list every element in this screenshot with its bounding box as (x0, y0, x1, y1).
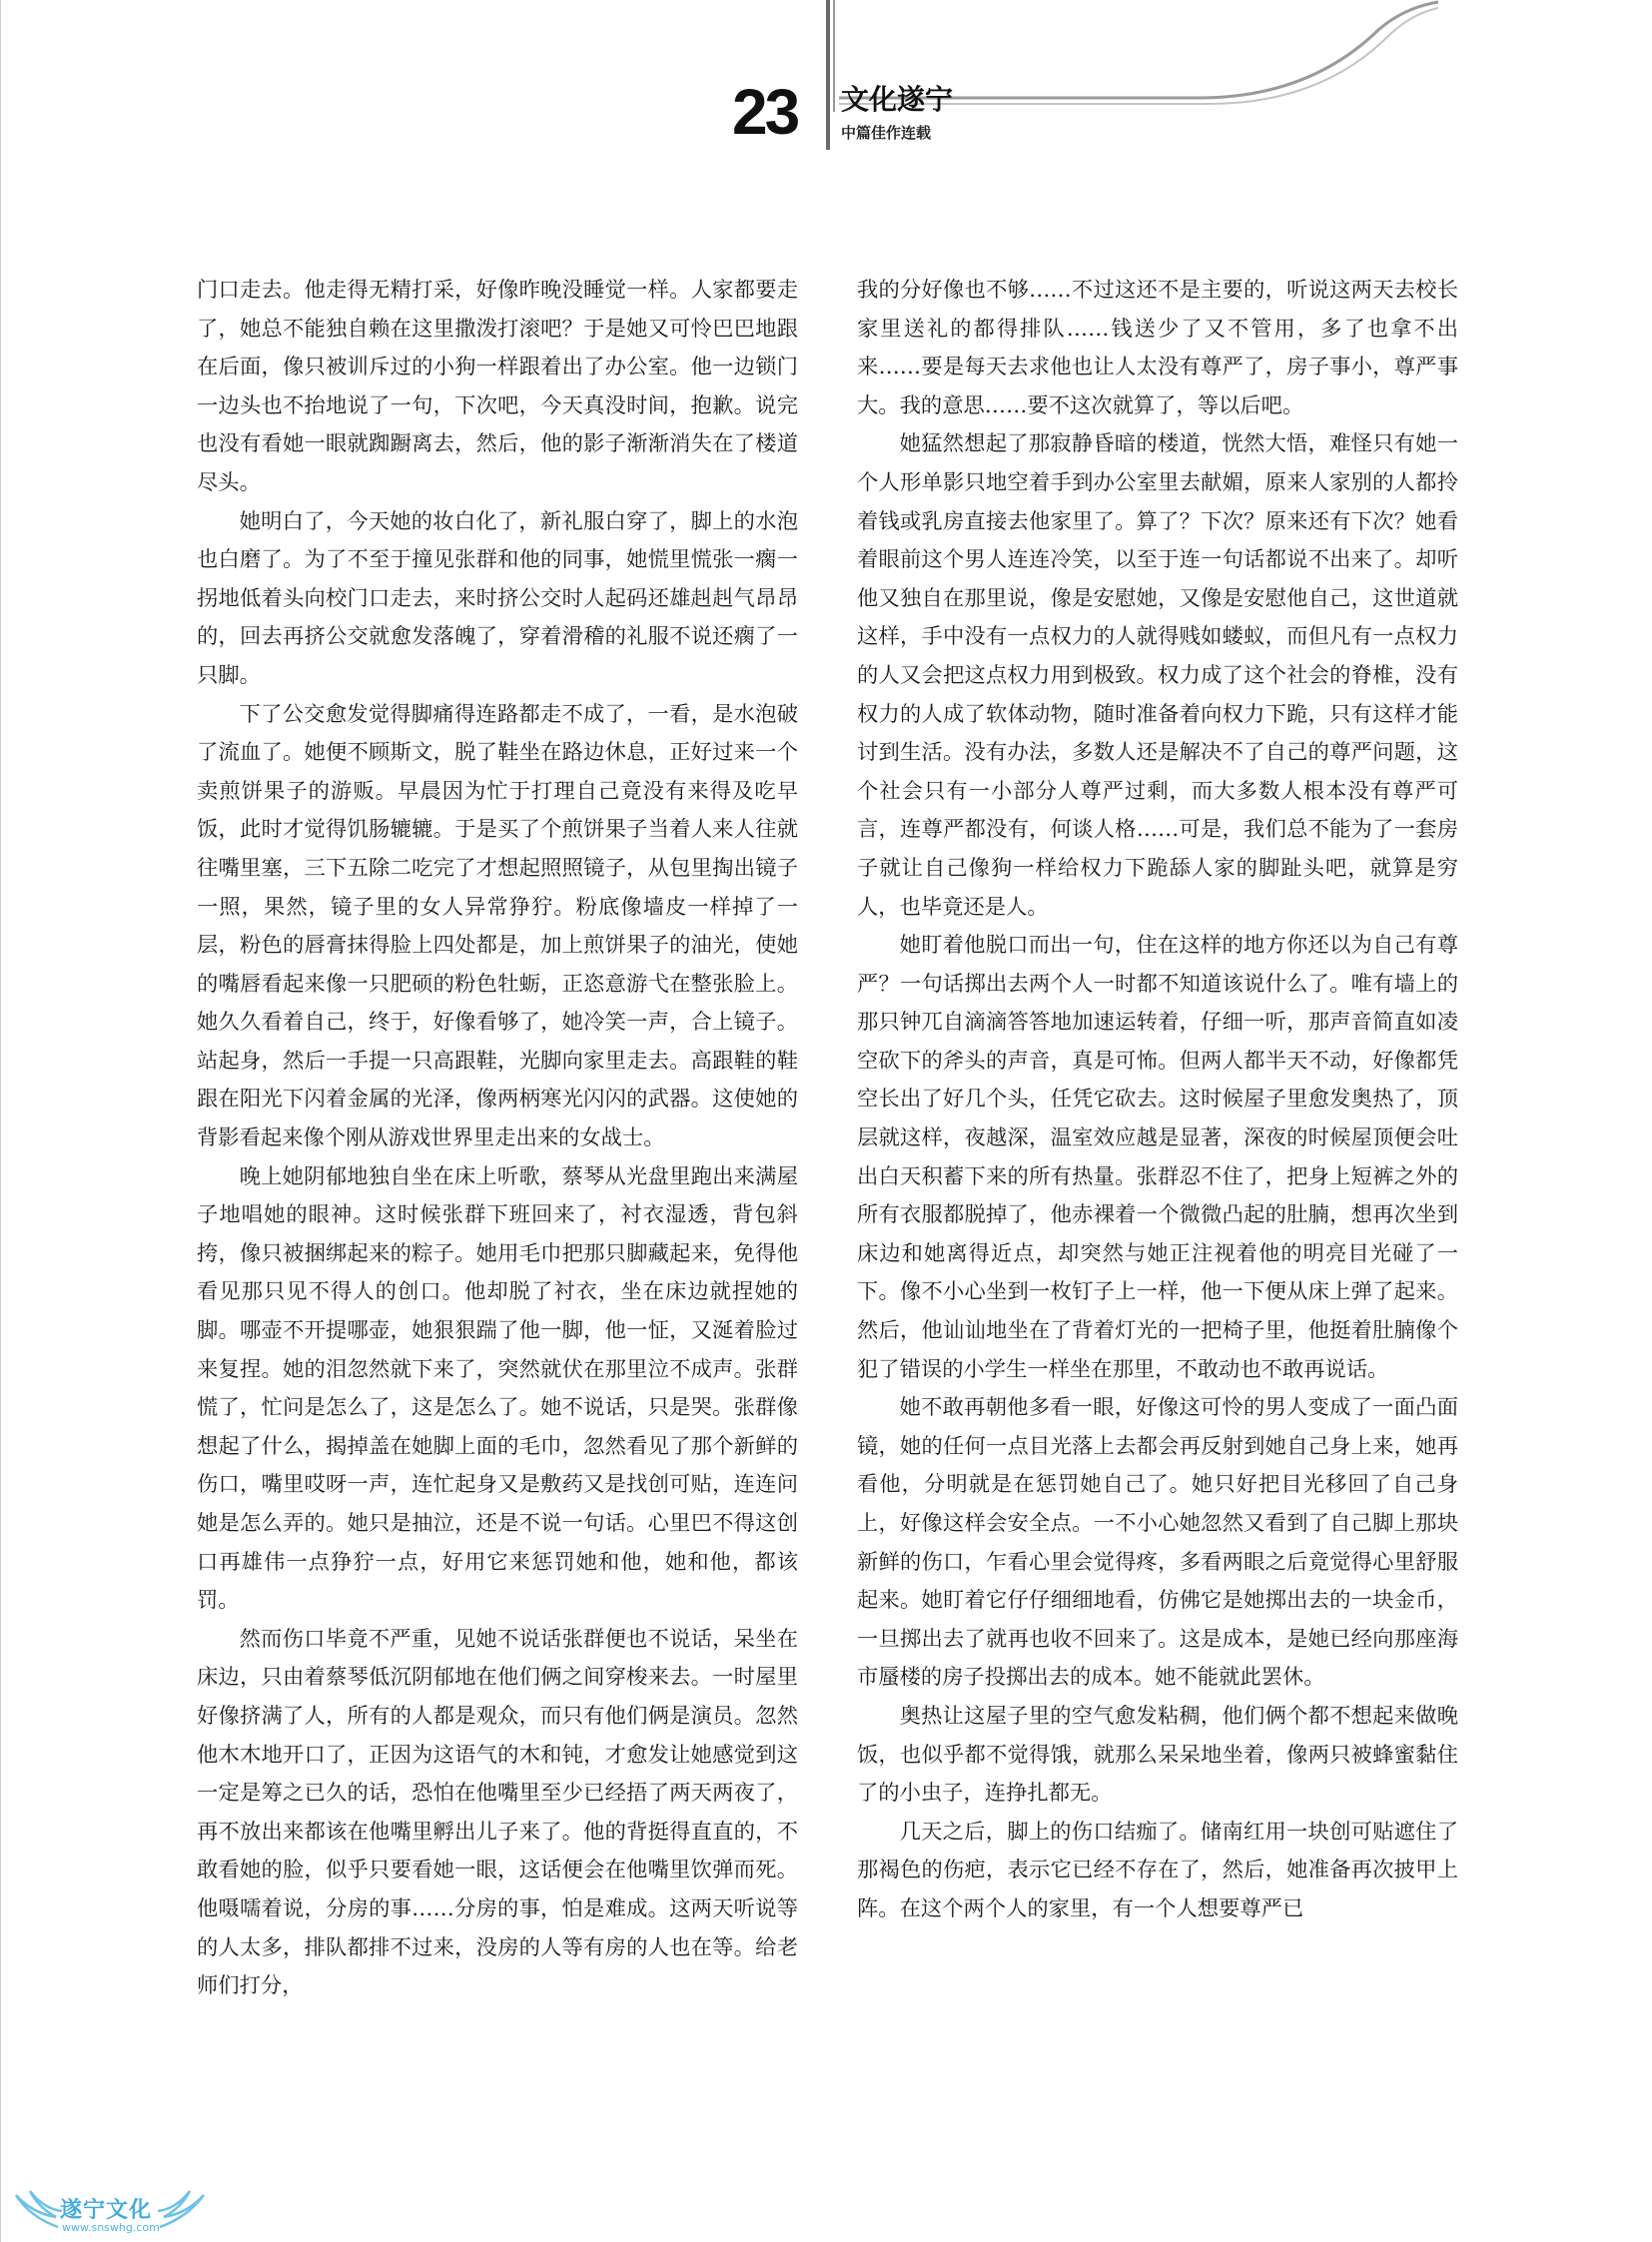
page-number: 23 (732, 76, 798, 148)
page-edge-line (0, 0, 1, 2242)
logo-text: 遂宁文化 (60, 2198, 153, 2223)
paragraph: 她盯着他脱口而出一句，住在这样的地方你还以为自己有尊严？一句话掷出去两个人一时都不知道该说什么了。唯有墙上的那只钟兀自滴滴答答地加速运转着，仔细一听，那声音简直如凌空砍下的斧头的声音，真是可怖。但两人都半天不动，好像都凭空长出了好几个头，任凭它砍去。这时候屋子里愈发奥热了，顶层就这样，夜越深，温室效应越是显著，深夜的时候屋顶便会吐出白天积蓄下来的所有热量。张群忍不住了，把身上短裤之外的所有衣服都脱掉了，他赤裸着一个微微凸起的肚腩，想再次坐到床边和她离得近点，却突然与她正注视着他的明亮目光碰了一下。像不小心坐到一枚钉子上一样，他一下便从床上弹了起来。然后，他讪讪地坐在了背着灯光的一把椅子里，他挺着肚腩像个犯了错误的小学生一样坐在那里，不敢动也不敢再说话。 (857, 933, 1458, 1382)
paragraph: 下了公交愈发觉得脚痛得连路都走不成了，一看，是水泡破了流血了。她便不顾斯文，脱了鞋坐在路边休息，正好过来一个卖煎饼果子的游贩。早晨因为忙于打理自己竟没有来得及吃早饭，此时才觉得饥肠辘辘。于是买了个煎饼果子当着人来人往就往嘴里塞，三下五除二吃完了才想起照照镜子，从包里掏出镜子一照，果然，镜子里的女人异常狰狞。粉底像墙皮一样掉了一层，粉色的唇膏抹得脸上四处都是，加上煎饼果子的油光，使她的嘴唇看起来像一只肥硕的粉色牡蛎，正恣意游弋在整张脸上。她久久看着自己，终于，好像看够了，她冷笑一声，合上镜子。站起身，然后一手提一只高跟鞋，光脚向家里走去。高跟鞋的鞋跟在阳光下闪着金属的光泽，像两柄寒光闪闪的武器。这使她的背影看起来像个刚从游戏世界里走出来的女战士。 (197, 701, 798, 1151)
left-text-column (197, 272, 798, 2037)
paragraph: 然而伤口毕竟不严重，见她不说话张群便也不说话，呆坐在床边，只由着蔡琴低沉阴郁地在他们俩之间穿梭来去。一时屋里好像挤满了人，所有的人都是观众，而只有他们俩是演员。忽然他木木地开口了，正因为这语气的木和钝，才愈发让她感觉到这一定是筹之已久的话，恐怕在他嘴里至少已经捂了两天两夜了，再不放出来都该在他嘴里孵出儿子来了。他的背挺得直直的，不敢看她的脸，似乎只要看她一眼，这话便会在他嘴里饮弹而死。他嗫嚅着说，分房的事……分房的事，怕是难成。这两天听说等的人太多，排队都排不过来，没房的人等有房的人也在等。给老师们打分， (197, 1626, 798, 1999)
logo-url: www.snswhg.com (62, 2221, 160, 2234)
header-vertical-rule-thin (833, 0, 835, 112)
right-text-column (857, 272, 1458, 2037)
paragraph: 她不敢再朝他多看一眼，好像这可怜的男人变成了一面凸面镜，她的任何一点目光落上去都会再反射到她自己身上来，她再看他，分明就是在惩罚她自己了。她只好把目光移回了自己身上，好像这样会安全点。一不小心她忽然又看到了自己脚上那块新鲜的伤口，乍看心里会觉得疼，多看两眼之后竟觉得心里舒服起来。她盯着它仔仔细细地看，仿佛它是她掷出去的一块金币，一旦掷出去了就再也收不回来了。这是成本，是她已经向那座海市蜃楼的房子投掷出去的成本。她不能就此罢休。 (857, 1395, 1458, 1691)
header-vertical-rule (826, 0, 830, 150)
paragraph: 晚上她阴郁地独自坐在床上听歌，蔡琴从光盘里跑出来满屋子地唱她的眼神。这时候张群下班回来了，衬衣湿透，背包斜挎，像只被捆绑起来的粽子。她用毛巾把那只脚藏起来，免得他看见那只见不得人的创口。他却脱了衬衣，坐在床边就捏她的脚。哪壶不开提哪壶，她狠狠踹了他一脚，他一怔，又涎着脸过来复捏。她的泪忽然就下来了，突然就伏在那里泣不成声。张群慌了，忙问是怎么了，这是怎么了。她不说话，只是哭。张群像想起了什么，揭掉盖在她脚上面的毛巾，忽然看见了那个新鲜的伤口，嘴里哎呀一声，连忙起身又是敷药又是找创可贴，连连问她是怎么弄的。她只是抽泣，还是不说一句话。心里巴不得这创口再雄伟一点狰狞一点，好用它来惩罚她和他，她和他，都该罚。 (197, 1163, 798, 1614)
paragraph: 她猛然想起了那寂静昏暗的楼道，恍然大悟，难怪只有她一个人形单影只地空着手到办公室里去献媚，原来人家别的人都拎着钱或乳房直接去他家里了。算了？下次？原来还有下次？她看着眼前这个男人连连冷笑，以至于连一句话都说不出来了。却听他又独自在那里说，像是安慰她，又像是安慰他自己，这世道就这样，手中没有一点权力的人就得贱如蝼蚁，而但凡有一点权力的人又会把这点权力用到极致。权力成了这个社会的脊椎，没有权力的人成了软体动物，随时准备着向权力下跪，只有这样才能讨到生活。没有办法，多数人还是解决不了自己的尊严问题，这个社会只有一小部分人尊严过剩，而大多数人根本没有尊严可言，连尊严都没有，何谈人格……可是，我们总不能为了一套房子就让自己像狗一样给权力下跪舔人家的脚趾头吧，就算是穷人，也毕竟还是人。 (857, 431, 1458, 920)
paragraph: 门口走去。他走得无精打采，好像昨晚没睡觉一样。人家都要走了，她总不能独自赖在这里撒泼打滚吧？于是她又可怜巴巴地跟在后面，像只被训斥过的小狗一样跟着出了办公室。他一边锁门一边头也不抬地说了一句，下次吧，今天真没时间，抱歉。说完也没有看她一眼就踟蹰离去，然后，他的影子渐渐消失在了楼道尽头。 (197, 278, 798, 495)
section-subtitle: 中篇佳作连载 (841, 124, 932, 142)
paragraph: 我的分好像也不够……不过这还不是主要的，听说这两天去校长家里送礼的都得排队……钱送少了又不管用，多了也拿不出来……要是每天去求他也让人太没有尊严了，房子事小，尊严事大。我的意思……要不这次就算了，等以后吧。 (857, 278, 1458, 418)
paragraph: 奥热让这屋子里的空气愈发粘稠，他们俩个都不想起来做晚饭，也似乎都不觉得饿，就那么呆呆地坐着，像两只被蜂蜜黏住了的小虫子，连挣扎都无。 (857, 1703, 1458, 1807)
section-title: 文化遂宁 (841, 83, 954, 116)
paragraph: 她明白了，今天她的妆白化了，新礼服白穿了，脚上的水泡也白磨了。为了不至于撞见张群和他的同事，她慌里慌张一瘸一拐地低着头向校门口走去，来时挤公交时人起码还雄赳赳气昂昂的，回去再挤公交就愈发落魄了，穿着滑稽的礼服不说还瘸了一只脚。 (197, 508, 798, 688)
paragraph: 几天之后，脚上的伤口结痂了。储南红用一块创可贴遮住了那褐色的伤疤，表示它已经不存在了，然后，她准备再次披甲上阵。在这个两个人的家里，有一个人想要尊严已 (857, 1819, 1458, 1921)
